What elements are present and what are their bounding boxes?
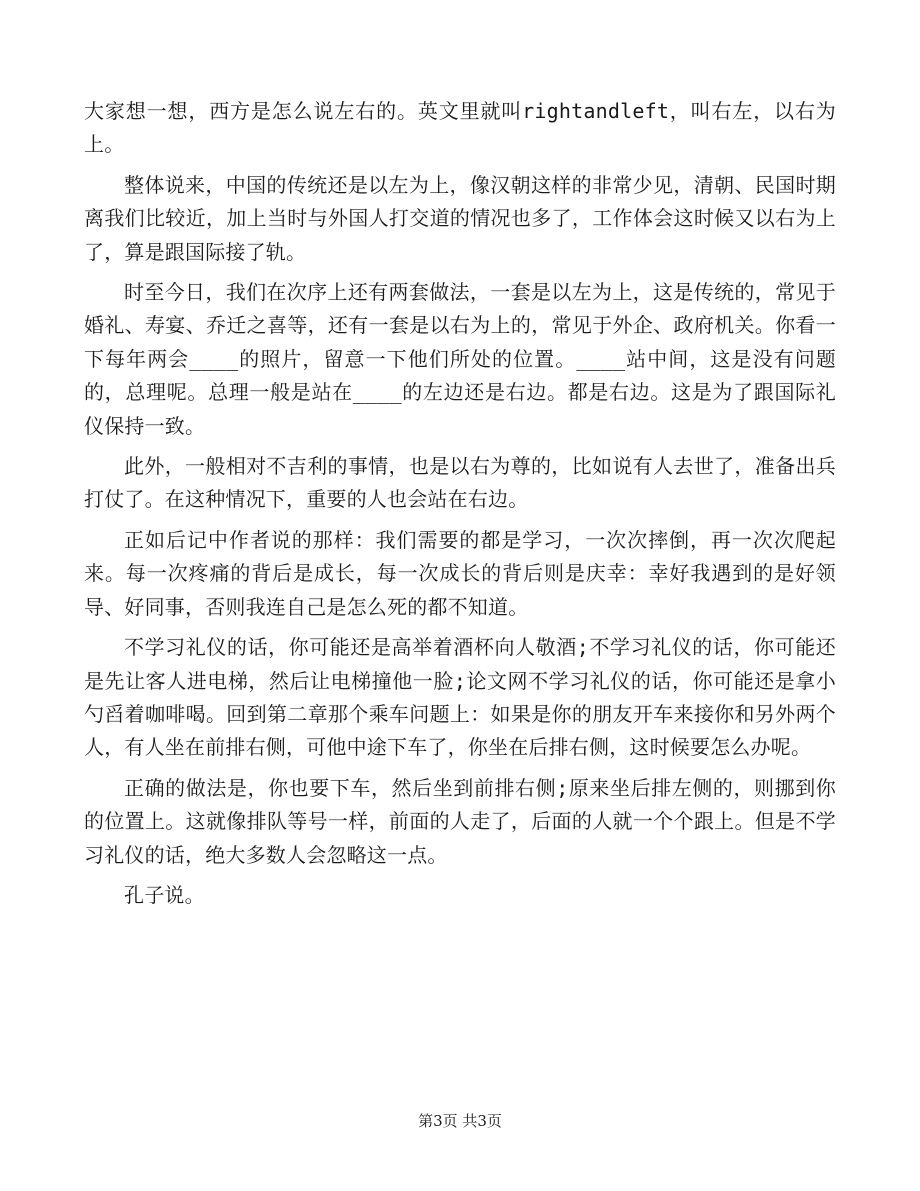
paragraph-1: 大家想一想，西方是怎么说左右的。英文里就叫rightandleft，叫右左，以右为上。 <box>84 99 836 157</box>
paragraph-5: 正如后记中作者说的那样：我们需要的都是学习，一次次摔倒，再一次次爬起来。每一次疼痛的背后是成长，每一次成长的背后则是庆幸：幸好我遇到的是好领导、好同事，否则我连自己是怎么死的都不知道。 <box>84 527 836 619</box>
paragraph-4: 此外，一般相对不吉利的事情，也是以右为尊的，比如说有人去世了，准备出兵打仗了。在这种情况下，重要的人也会站在右边。 <box>84 454 836 512</box>
paragraph-6: 不学习礼仪的话，你可能还是高举着酒杯向人敬酒;不学习礼仪的话，你可能还是先让客人进电梯，然后让电梯撞他一脸;论文网不学习礼仪的话，你可能还是拿小勺舀着咖啡喝。回到第二章那个乘车问题上：如果是你的朋友开车来接你和另外两个人，有人坐在前排右侧，可他中途下车了，你坐在后排右侧，这时候要怎么办呢。 <box>84 635 836 760</box>
paragraph-8: 孔子说。 <box>124 882 205 907</box>
document-body <box>84 95 836 919</box>
paragraph-3: 时至今日，我们在次序上还有两套做法，一套是以左为上，这是传统的，常见于婚礼、寿宴、乔迁之喜等，还有一套是以右为上的，常见于外企、政府机关。你看一下每年两会____的照片，留意一下他们所处的位置。____站中间，这是没有问题的，总理呢。总理一般是站在____的左边还是右边。都是右边。这是为了跟国际礼仪保持一致。 <box>84 280 836 438</box>
paragraph-2: 整体说来，中国的传统还是以左为上，像汉朝这样的非常少见，清朝、民国时期离我们比较近，加上当时与外国人打交道的情况也多了，工作体会这时候又以右为上了，算是跟国际接了轨。 <box>84 172 836 264</box>
page-number-footer: 第3页 共3页 <box>418 1112 502 1130</box>
paragraph-7: 正确的做法是，你也要下车，然后坐到前排右侧;原来坐后排左侧的，则挪到你的位置上。这就像排队等号一样，前面的人走了，后面的人就一个个跟上。但是不学习礼仪的话，绝大多数人会忽略这一点。 <box>84 775 836 867</box>
